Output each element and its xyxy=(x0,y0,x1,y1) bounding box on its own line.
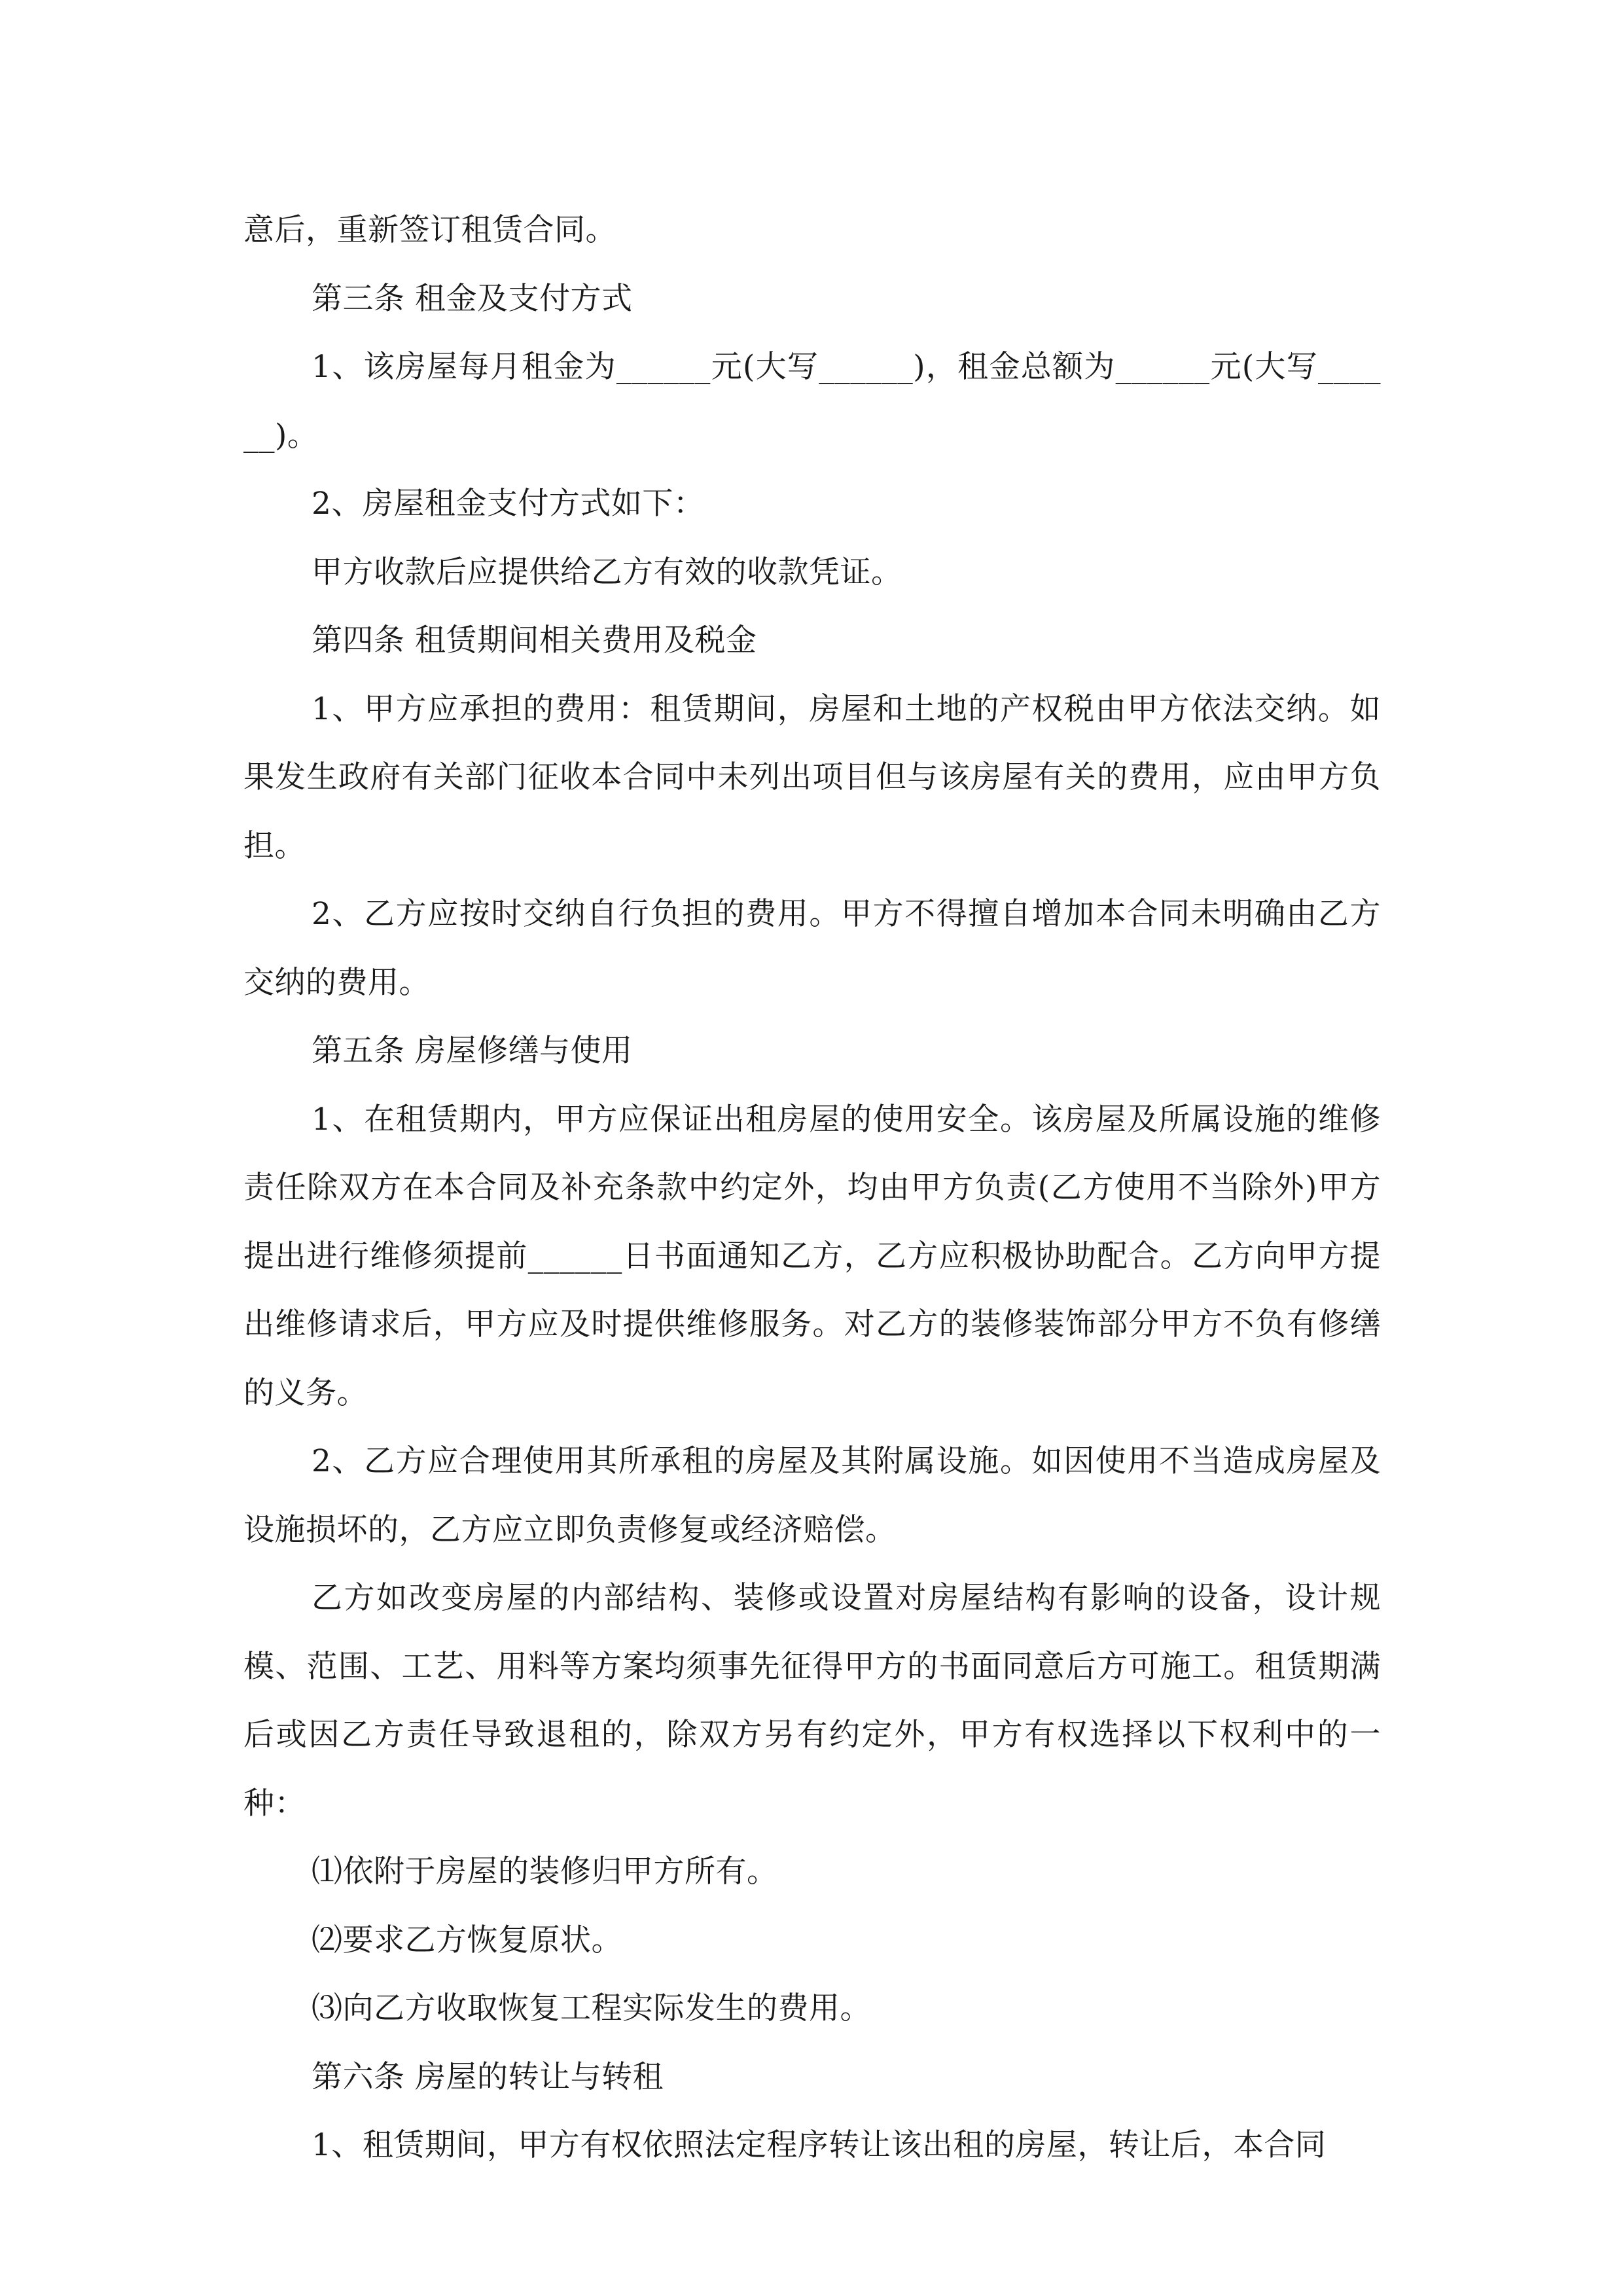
article-6-heading: 第六条 房屋的转让与转租 xyxy=(312,2058,664,2095)
article-5-option-1: ⑴依附于房屋的装修归甲方所有。 xyxy=(312,1854,778,1890)
article-5-clause-2: 2、乙方应合理使用其所承租的房屋及其附属设施。如因使用不当造成房屋及设施损坏的，乙方应立即负责修复或经济赔偿。 xyxy=(243,1443,1381,1548)
article-3-clause-2: 2、房屋租金支付方式如下： xyxy=(312,486,705,522)
article-5-option-2: ⑵要求乙方恢复原状。 xyxy=(312,1922,622,1958)
paragraph-continuation: 意后，重新签订租赁合同。 xyxy=(243,212,616,248)
article-3-clause-1: 1、该房屋每月租金为______元(大写______)，租金总额为______元(大写______)。 xyxy=(243,349,1381,454)
article-5-clause-1: 1、在租赁期内，甲方应保证出租房屋的使用安全。该房屋及所属设施的维修责任除双方在本合同及补充条款中约定外，均由甲方负责(乙方使用不当除外)甲方提出进行维修须提前______日书面通知乙方，乙方应积极协助配合。乙方向甲方提出维修请求后，甲方应及时提供维修服务。对乙方的装修装饰部分甲方不负有修缮的义务。 xyxy=(243,1101,1381,1411)
article-3-heading: 第三条 租金及支付方式 xyxy=(312,280,633,317)
article-3-receipt-note: 甲方收款后应提供给乙方有效的收款凭证。 xyxy=(312,554,902,590)
article-5-heading: 第五条 房屋修缮与使用 xyxy=(312,1033,633,1069)
document-body xyxy=(243,196,1381,2180)
article-5-option-3: ⑶向乙方收取恢复工程实际发生的费用。 xyxy=(312,1990,871,2026)
article-5-renovation-paragraph: 乙方如改变房屋的内部结构、装修或设置对房屋结构有影响的设备，设计规模、范围、工艺、用料等方案均须事先征得甲方的书面同意后方可施工。租赁期满后或因乙方责任导致退租的，除双方另有约定外，甲方有权选择以下权利中的一种： xyxy=(243,1580,1381,1821)
article-4-clause-2: 2、乙方应按时交纳自行负担的费用。甲方不得擅自增加本合同未明确由乙方交纳的费用。 xyxy=(243,896,1381,1001)
article-4-clause-1: 1、甲方应承担的费用：租赁期间，房屋和土地的产权税由甲方依法交纳。如果发生政府有关部门征收本合同中未列出项目但与该房屋有关的费用，应由甲方负担。 xyxy=(243,691,1381,864)
article-4-heading: 第四条 租赁期间相关费用及税金 xyxy=(312,622,757,658)
article-6-clause-1: 1、租赁期间，甲方有权依照法定程序转让该出租的房屋，转让后，本合同 xyxy=(312,2127,1327,2163)
